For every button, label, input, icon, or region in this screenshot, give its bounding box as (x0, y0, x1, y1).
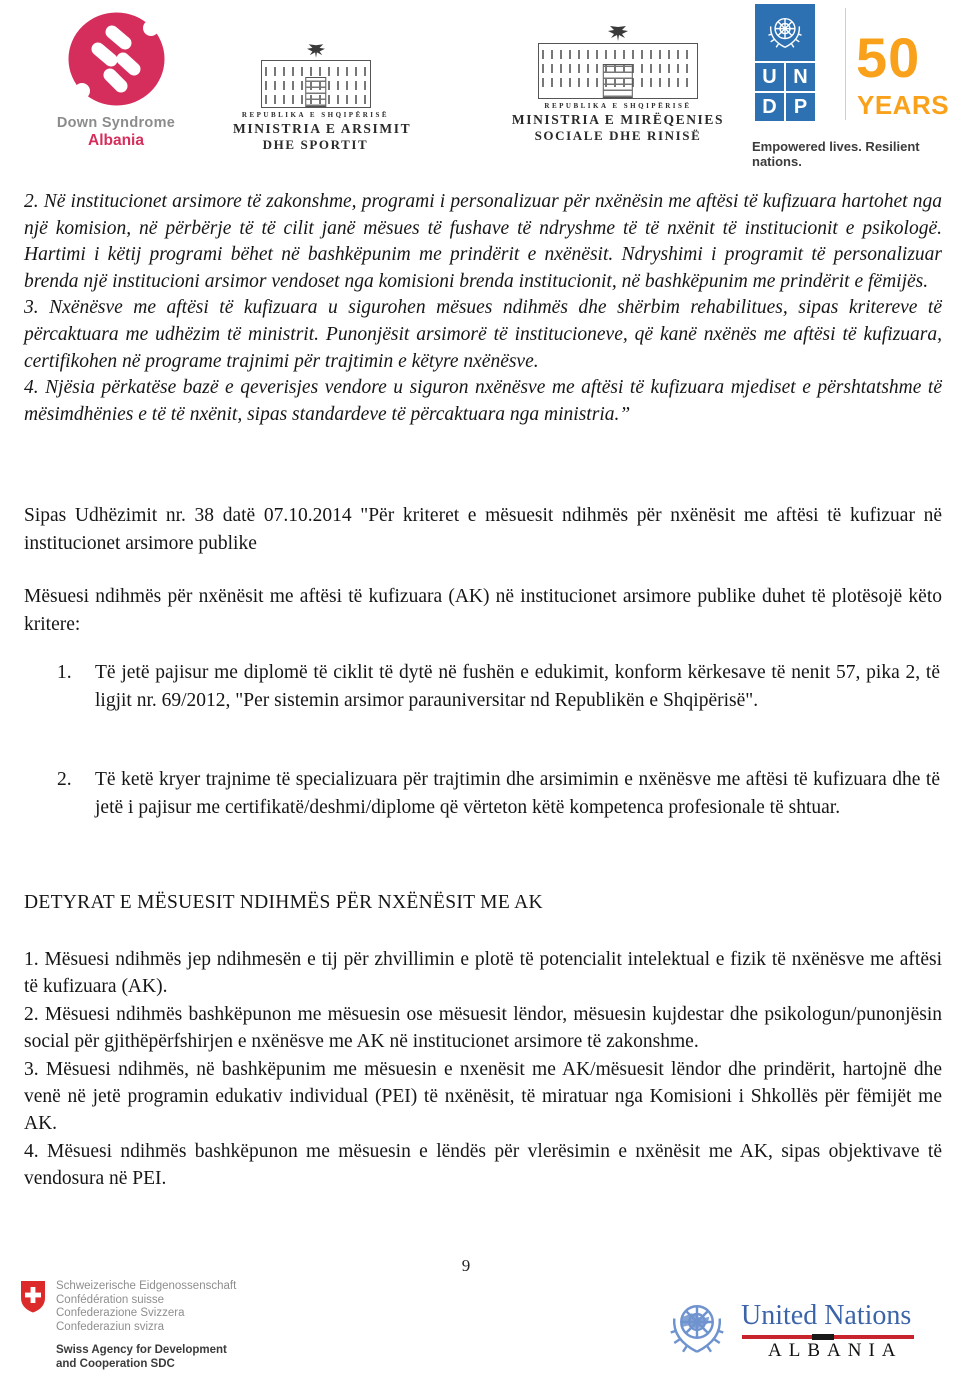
un-emblem-icon (662, 1294, 732, 1364)
header-divider (845, 8, 846, 120)
swiss-line-rm: Confederaziun svizra (56, 1320, 165, 1333)
undp-letter-u: U (755, 63, 784, 91)
republika-text: REPUBLIKA E SHQIPËRISË (544, 102, 692, 110)
swiss-line-de: Schweizerische Eidgenossenschaft (56, 1280, 237, 1292)
fifty-years-label: YEARS (857, 90, 950, 120)
detyrat-paragraph-4: 4. Mësuesi ndihmës bashkëpunon me mësuesin e lëndës për vlerësimin e nxënësit me AK, sipas objektivave të vendosura në PEI. (24, 1140, 942, 1190)
ministry-welfare-name-2: SOCIALE DHE RINISË (534, 128, 702, 143)
dsa-country-text: Albania (88, 132, 144, 149)
ministry-building-icon (538, 43, 698, 99)
swiss-sdc-logo (20, 1280, 236, 1371)
down-syndrome-albania-logo (48, 12, 184, 150)
united-nations-albania-logo (662, 1294, 914, 1368)
ministry-building-icon (261, 60, 371, 108)
detyrat-paragraph-2: 2. Mësuesi ndihmës bashkëpunon me mësuesin ose mësuesit lëndor, mësuesin kujdestar dhe psikologun/punonjësin social për gjithëpërfshirjen e nxënësve me AK në institucionet arsimore të zakonshme. (24, 1003, 942, 1053)
detyrat-paragraphs (24, 946, 942, 1193)
swiss-shield-icon (20, 1280, 46, 1314)
law-quote-block (24, 189, 942, 428)
undp-tagline: Empowered lives. Resilient nations. (752, 139, 920, 169)
kritere-list-item (57, 766, 940, 821)
undp-letter-grid (755, 63, 815, 121)
united-nations-title: United Nations (741, 1300, 912, 1331)
swiss-text-block (56, 1280, 236, 1371)
swiss-line-fr: Confédération suisse (56, 1293, 165, 1306)
red-divider-line (742, 1335, 914, 1339)
albanian-eagle-icon (307, 44, 325, 59)
swiss-agency-line-2: and Cooperation SDC (56, 1358, 175, 1370)
dsa-name-text: Down Syndrome (56, 115, 176, 131)
detyrat-paragraph-3: 3. Mësuesi ndihmës, në bashkëpunim me mësuesin e nxenësit me AK/mësuesit lëndor dhe prindërit, hartojnë dhe venë në jetë programin edukativ individual (PEI) të nxënësit, të miratuar nga Komisioni i Shkollës për fëmijët me AK. (24, 1058, 942, 1135)
undp-letter-n: N (786, 63, 815, 91)
swiss-line-it: Confederazione Svizzera (56, 1307, 185, 1319)
down-syndrome-logo-icon (68, 12, 165, 107)
republika-text: REPUBLIKA E SHQIPËRISË (241, 111, 390, 119)
ministry-welfare-logo (498, 26, 738, 144)
un-emblem-icon (755, 4, 815, 61)
ministry-education-logo (233, 44, 412, 153)
albanian-eagle-icon (608, 26, 628, 42)
detyrat-paragraph-1: 1. Mësuesi ndihmës jep ndihmesën e tij për zhvillimin e plotë të potencialit intelektual e fizik të nxënësve me aftësi të kufizuara (AK). (24, 949, 942, 998)
ministry-welfare-name: MINISTRIA E MIRËQENIES (511, 112, 725, 127)
page-number: 9 (461, 1256, 471, 1275)
swiss-agency-line-1: Swiss Agency for Development (56, 1344, 227, 1356)
detyrat-section-heading: DETYRAT E MËSUESIT NDIHMËS PËR NXËNËSIT ME AK (24, 892, 543, 913)
undp-letter-p: P (786, 93, 815, 121)
quote-paragraph-3: 3. Nxënësve me aftësi të kufizuara u sigurohen mësues ndihmës dhe shërbim rehabilitues, sipas kritereve të përcaktuara me udhëzim të ministrit. Punonjësit arsimorë të institucioneve, që kanë nxënës me aftësi të kufizuara, certifikohen në programe trajnimi për trajtimin e këtyre nxënësve. (24, 297, 942, 372)
fifty-years-number: 50 (856, 26, 921, 89)
albania-subtitle: ALBANIA (768, 1340, 903, 1361)
list-item-text: Të ketë kryer trajnime të specializuara për trajtimin dhe arsimimin e nxënësve me aftësi të kufizuara dhe të jetë i pajisur me certifikatë/deshmi/diplome që vërteton këtë kompetenca profesionale të shtuar. (95, 769, 940, 818)
list-item-text: Të jetë pajisur me diplomë të ciklit të dytë në fushën e edukimit, konform kërkesave të nenit 57, pika 2, të ligjit nr. 69/2012, "Per sistemin arsimor parauniversitar nd Republikën e Shqipërisë". (95, 662, 940, 711)
ministry-education-name-2: DHE SPORTIT (262, 137, 369, 152)
kritere-intro-paragraph: Mësuesi ndihmës për nxënësit me aftësi të kufizuara (AK) në institucionet arsimore publike duhet të plotësojë këto kritere: (24, 586, 942, 635)
quote-paragraph-2: 2. Në institucionet arsimore të zakonshme, programi i personalizuar për nxënësin me aftësi të kufizuara hartohet nga një komision, në përbërje të të cilit janë mësues të fushave të ndryshme të të nxënit të institucionit e psikologë. Hartimi i këtij programi bëhet në bashkëpunim me prindërit e nxënësit. Ndryshimi i programit të personalizuar brenda një institucioni arsimor vendoset nga komisioni brenda institucionit, në bashkëpunim me prindërit e fëmijës. (24, 191, 942, 292)
udhezimi-reference-paragraph: Sipas Udhëzimit nr. 38 datë 07.10.2014 "Për kriteret e mësuesit ndihmës për nxënësit me aftësi të kufizuar në institucionet arsimore publike (24, 505, 942, 554)
ministry-education-name: MINISTRIA E ARSIMIT (233, 121, 412, 136)
list-item-number: 1. (57, 662, 72, 683)
kritere-list-item (57, 659, 940, 714)
undp-letter-d: D (755, 93, 784, 121)
undp-logo (755, 4, 815, 121)
list-item-number: 2. (57, 769, 72, 790)
quote-paragraph-4: 4. Njësia përkatëse bazë e qeverisjes vendore u siguron nxënësve me aftësi të kufizuara mjediset e përshtatshme të mësimdhënies e të të nxënit, sipas standardeve të përcaktuara nga ministria.” (24, 377, 942, 425)
